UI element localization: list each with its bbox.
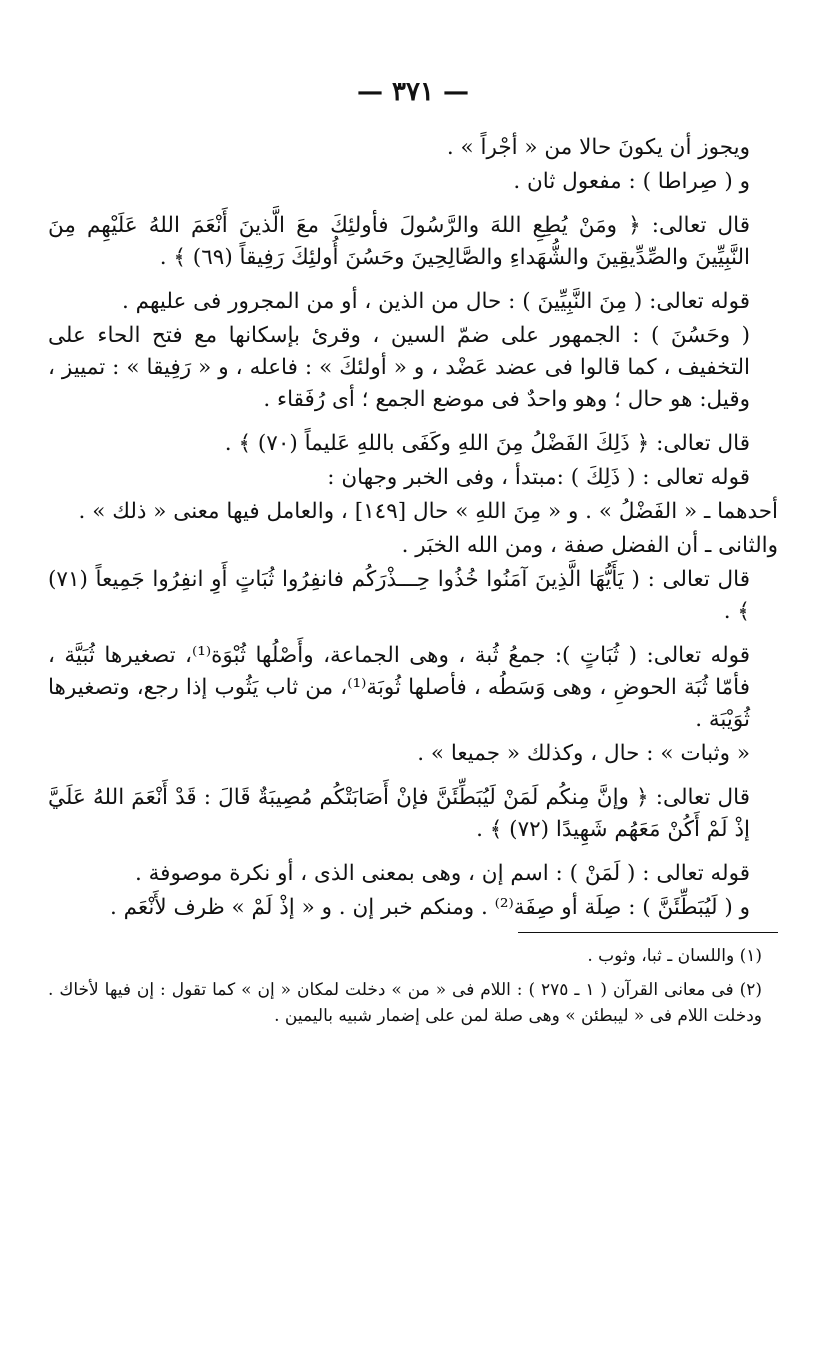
- paragraph: والثانى ـ أن الفضل صفة ، ومن الله الخبَر .: [401, 533, 778, 558]
- quran-verse: قال تعالى: ﴿ وإنَّ مِنكُم لَمَنْ لَيُبَطِّئَنَّ فإنْ أَصَابَتْكُم مُصِيبَةٌ قَالَ : قَدْ أَنْعَمَ اللهُ عَلَيَّ إذْ لَمْ أَكُنْ مَعَهُم شَهِيدًا (٧٢) ﴾ .: [48, 785, 750, 842]
- paragraph: قوله تعالى: ( مِنَ النَّبِيِّينَ ) : حال من الذين ، أو من المجرور فى عليهم .: [121, 289, 750, 314]
- quran-verse: قال تعالى: ﴿ ومَنْ يُطِعِ اللهَ والرَّسُولَ فأولئِكَ معَ الَّذينَ أَنْعَمَ اللهُ عَلَيْهِم مِنَ النَّبِيِّينَ والصِّدِّيقِينَ والشُّهَداءِ والصَّالِحِينَ وحَسُنَ أُولئِكَ رَفِيقاً (٦٩) ﴾ .: [48, 213, 750, 270]
- paragraph: قوله تعالى: ( ثُبَاتٍ ): جمعُ ثُبة ، وهى الجماعة، وأَصْلُها ثُبْوَة⁽¹⁾، تصغيرها ثُبَيَّة ، فأمّا ثُبَة الحوضِ ، وهى وَسَطُه ، فأصلها ثُوبَة⁽¹⁾، من ثاب يَثُوب إذا رجع، وتصغيرها ثُوَيْبَة .: [48, 643, 751, 732]
- quran-verse: قال تعالى : ( يَأَيُّهَا الَّذِينَ آمَنُوا خُذُوا حِـــذْرَكُم فانفِرُوا ثُبَاتٍ أَوِ انفِرُوا جَمِيعاً (٧١) ﴾ .: [48, 567, 750, 624]
- quran-verse: قال تعالى: ﴿ ذَلِكَ الفَضْلُ مِنَ اللهِ وكَفَى باللهِ عَليماً (٧٠) ﴾ .: [224, 431, 750, 456]
- footnote-divider: [518, 932, 778, 933]
- paragraph: ( وحَسُنَ ) : الجمهور على ضمّ السين ، وقرئ بإسكانها مع فتح الحاء على التخفيف ، كما قالوا فى عضد عَضْد ، و « أولئكَ » : فاعله ، و « رَفِيقا » : تمييز ، وقيل: هو حال ؛ وهو واحدٌ فى موضع الجمع ؛ أى رُفَقاء .: [48, 323, 750, 412]
- paragraph: قوله تعالى : ( ذَلِكَ ) :مبتدأ ، وفى الخبر وجهان :: [327, 465, 750, 490]
- paragraph: قوله تعالى : ( لَمَنْ ) : اسم إن ، وهى بمعنى الذى ، أو نكرة موصوفة .: [134, 861, 750, 886]
- footnote: (١) واللسان ـ ثبا، وثوب .: [587, 946, 762, 966]
- paragraph: ويجوز أن يكونَ حالا من « أجْراً » .: [446, 135, 750, 160]
- paragraph: و ( صِراطا ) : مفعول ثان .: [513, 169, 750, 194]
- footnote: (٢) فى معانى القرآن ( ١ ـ ٢٧٥ ) : اللام فى « من » دخلت لمكان « إن » كما تقول : إن فيها لأخاك . ودخلت اللام فى « ليبطئن » وهى صلة لمن على إضمار شبيه باليمين .: [48, 980, 763, 1026]
- paragraph: أحدهما ـ « الفَضْلُ » . و « مِنَ اللهِ » حال [١٤٩] ، والعامل فيها معنى « ذلك » .: [78, 499, 778, 524]
- page-number: — ٣٧١ —: [356, 77, 470, 107]
- paragraph: « وثبات » : حال ، وكذلك « جميعا » .: [417, 741, 750, 766]
- main-text: [48, 132, 778, 924]
- paragraph: و ( لَيُبَطِّئَنَّ ) : صِلَة أو صِفَة⁽²⁾ . ومنكم خبر إن . و « إذْ لَمْ » ظرف لأَنْعَم .: [110, 895, 750, 920]
- footnotes: [48, 943, 778, 1029]
